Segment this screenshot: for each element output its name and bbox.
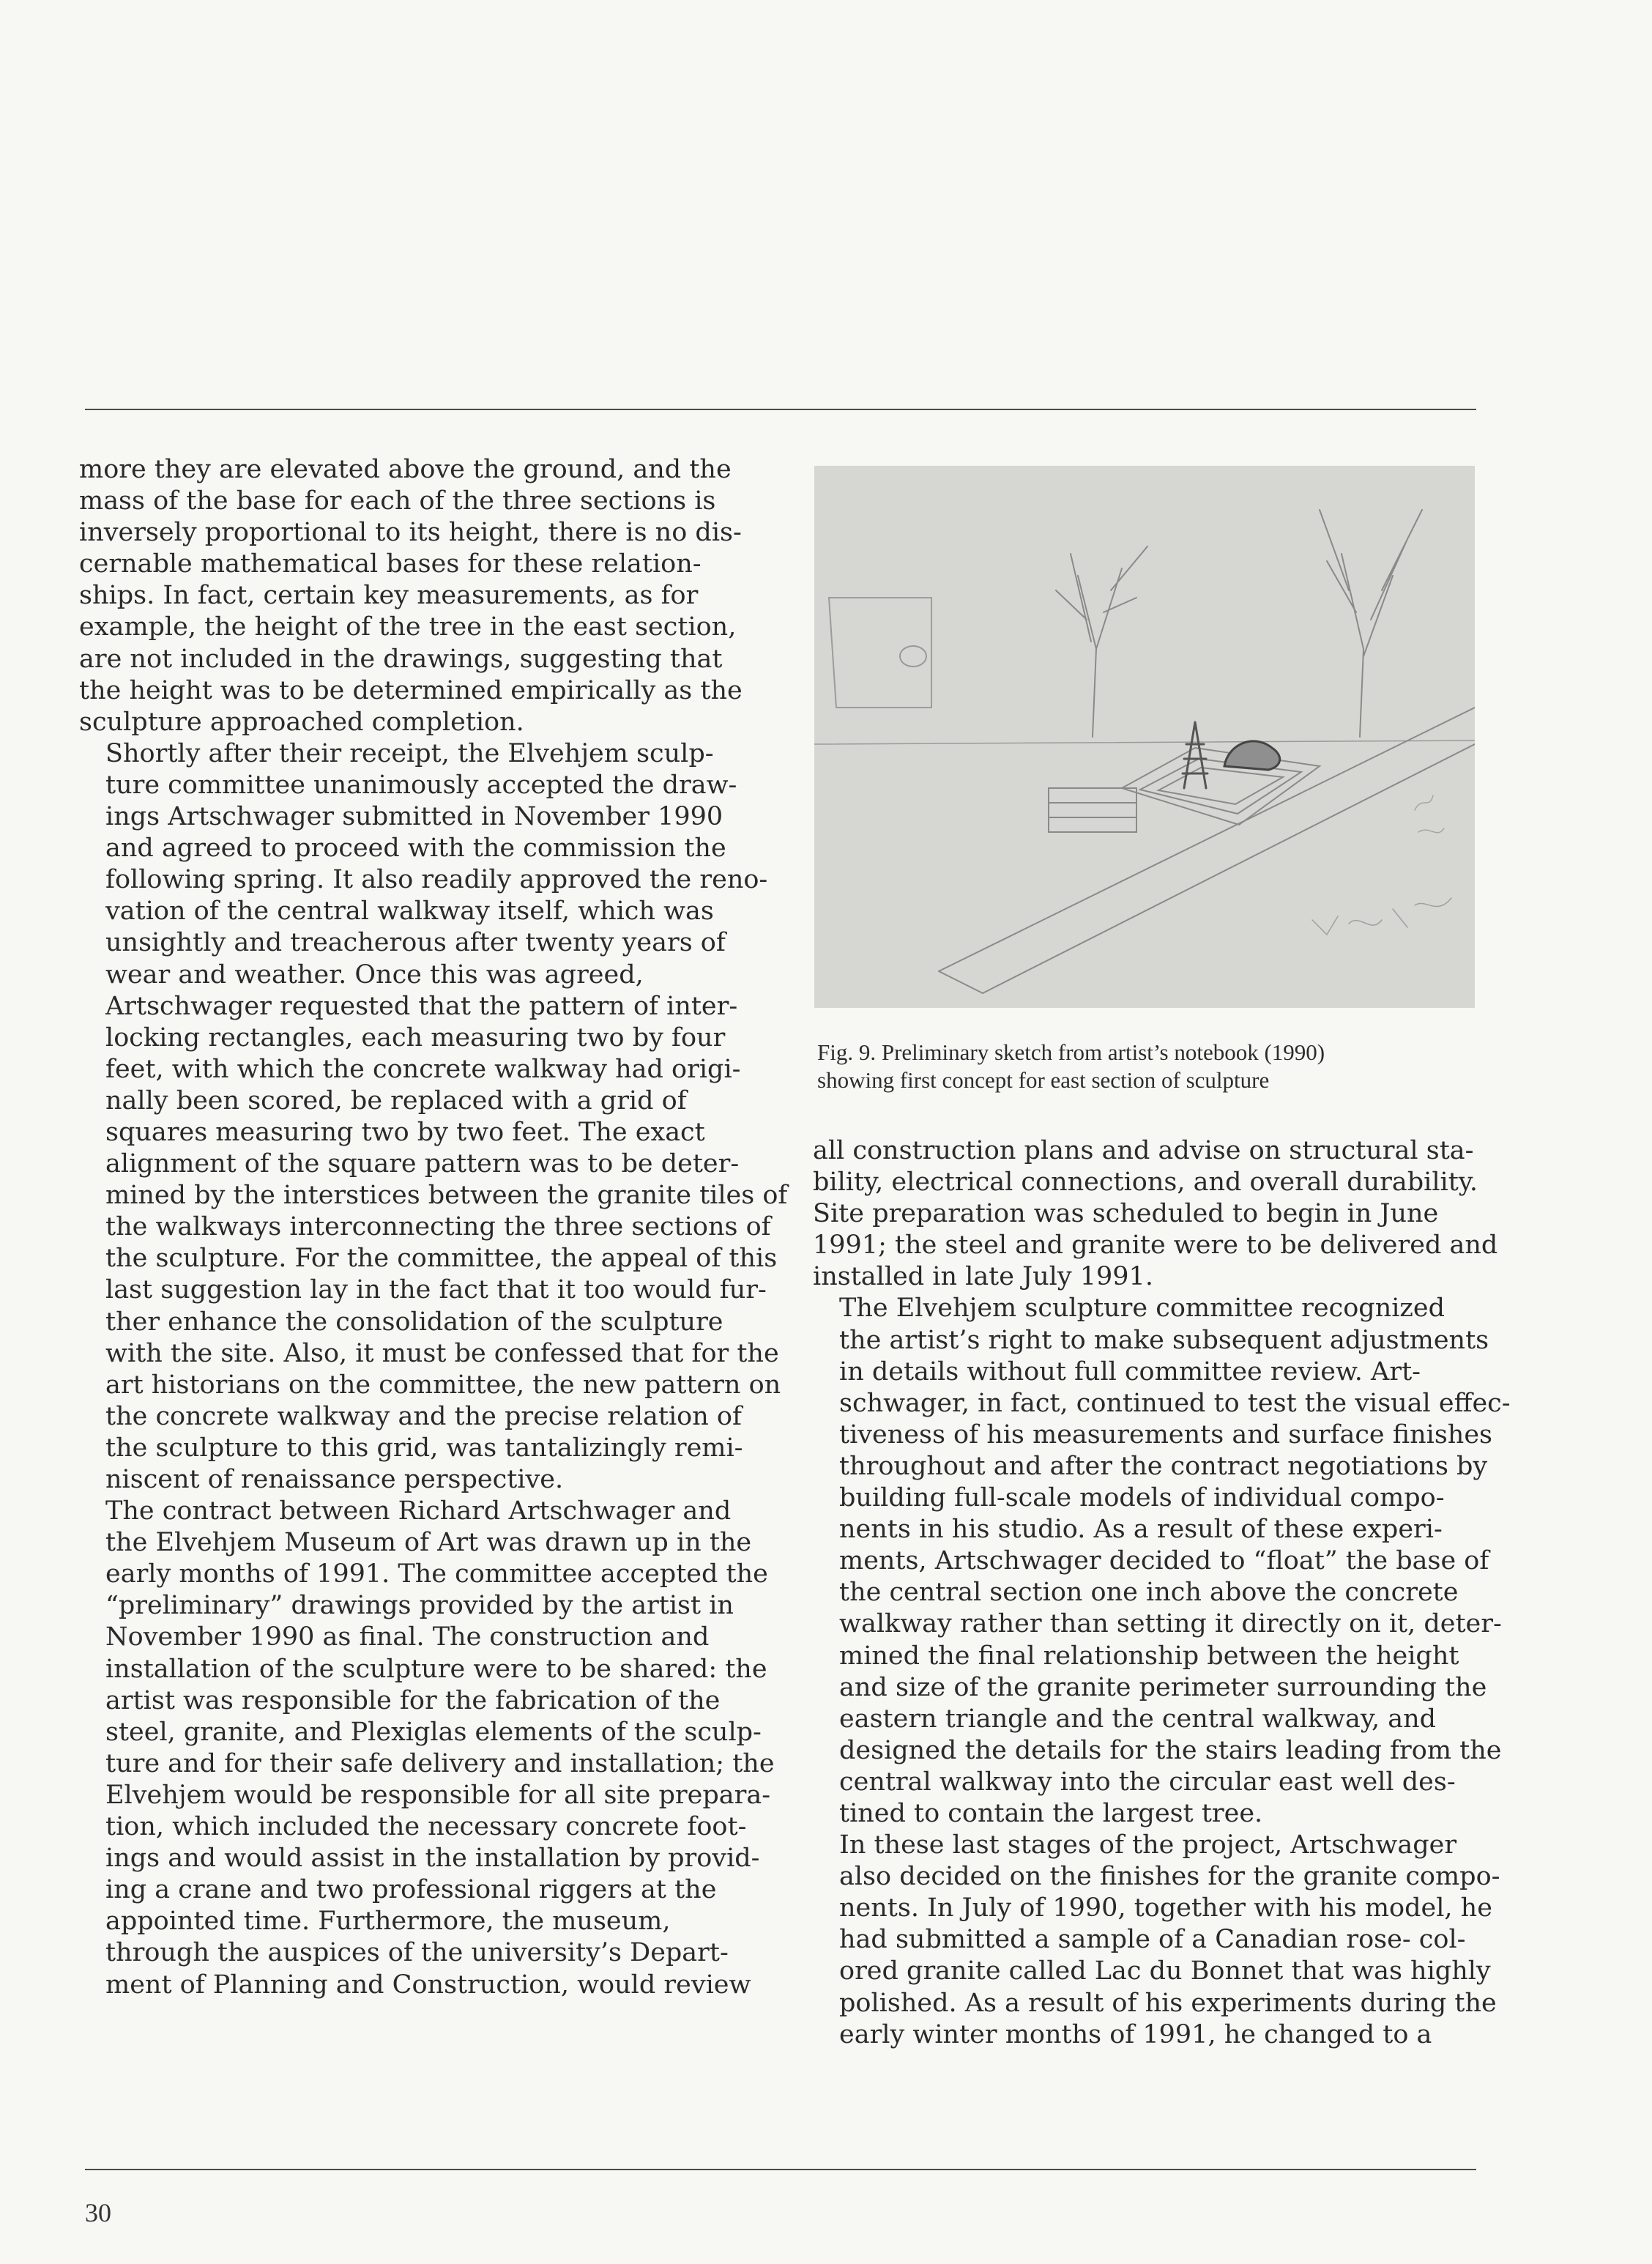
text-line: ings and would assist in the installation by provid-: [105, 1844, 760, 1874]
text-line: in details without full committee review. Art-: [839, 1356, 1421, 1387]
text-line: nents in his studio. As a result of these experi-: [839, 1515, 1443, 1545]
text-line: all construction plans and advise on structural sta-: [813, 1136, 1474, 1165]
text-line: installation of the sculpture were to be shared: the: [105, 1654, 767, 1684]
text-line: ther enhance the consolidation of the sculpture: [105, 1307, 723, 1337]
text-line: more they are elevated above the ground, and the: [79, 455, 732, 484]
text-line: ships. In fact, certain key measurements, as for: [79, 581, 699, 611]
text-line: central walkway into the circular east well des-: [839, 1767, 1456, 1797]
text-line: nents. In July of 1990, together with his model, he: [839, 1893, 1492, 1923]
text-line: following spring. It also readily approved the reno-: [105, 865, 768, 895]
text-line: the walkways interconnecting the three sections of: [105, 1212, 771, 1242]
caption-line: showing first concept for east section of sculpture: [817, 1067, 1270, 1093]
text-line: the height was to be determined empirically as the: [79, 675, 743, 705]
text-line: wear and weather. Once this was agreed,: [105, 960, 644, 990]
right-paragraph-2: [813, 1293, 1511, 1830]
right-paragraph-1: [813, 1135, 1498, 1293]
text-line: schwager, in fact, continued to test the visual effec-: [839, 1388, 1511, 1418]
left-paragraph-3: [79, 1496, 775, 2001]
text-line: eastern triangle and the central walkway, and: [839, 1704, 1437, 1734]
text-line: Site preparation was scheduled to begin in June: [813, 1199, 1439, 1229]
text-line: niscent of renaissance perspective.: [105, 1465, 564, 1494]
text-line: the artist’s right to make subsequent adjustments: [839, 1325, 1489, 1355]
text-line: ture committee unanimously accepted the draw-: [105, 770, 737, 800]
text-line: polished. As a result of his experiments during the: [839, 1988, 1497, 2018]
text-line: are not included in the drawings, suggesting that: [79, 644, 723, 674]
text-line: ing a crane and two professional riggers at the: [105, 1875, 717, 1905]
text-line: squares measuring two by two feet. The exact: [105, 1117, 705, 1147]
text-line: walkway rather than setting it directly on it, deter-: [839, 1609, 1502, 1639]
top-rule: [85, 409, 1476, 410]
text-line: The contract between Richard Artschwager and: [105, 1496, 732, 1526]
text-line: unsightly and treacherous after twenty years of: [105, 928, 726, 958]
text-line: Elvehjem would be responsible for all site prepara-: [105, 1780, 771, 1810]
text-line: bility, electrical connections, and overall durability.: [813, 1168, 1478, 1198]
text-line: installed in late July 1991.: [813, 1262, 1153, 1292]
figure-caption: [817, 1039, 1476, 1094]
text-line: tiveness of his measurements and surface finishes: [839, 1419, 1493, 1450]
text-line: Shortly after their receipt, the Elvehjem sculp-: [105, 738, 714, 768]
text-line: In these last stages of the project, Artschwager: [839, 1830, 1457, 1860]
text-line: ture and for their safe delivery and installation; the: [105, 1748, 775, 1778]
text-line: mined the final relationship between the height: [839, 1641, 1459, 1671]
text-line: appointed time. Furthermore, the museum,: [105, 1907, 671, 1937]
caption-line: Fig. 9. Preliminary sketch from artist’s notebook (1990): [817, 1039, 1325, 1065]
text-line: example, the height of the tree in the east section,: [79, 612, 737, 642]
text-line: inversely proportional to its height, there is no dis-: [79, 518, 742, 548]
notebook-sketch-image: [814, 466, 1475, 1008]
text-line: had submitted a sample of a Canadian rose- col-: [839, 1925, 1466, 1955]
text-line: the Elvehjem Museum of Art was drawn up in the: [105, 1528, 752, 1558]
text-line: and size of the granite perimeter surrounding the: [839, 1672, 1487, 1702]
text-line: through the auspices of the university’s Depart-: [105, 1938, 729, 1968]
text-line: November 1990 as final. The construction and: [105, 1622, 710, 1652]
text-line: and agreed to proceed with the commission the: [105, 834, 726, 864]
left-paragraph-1: [79, 454, 753, 738]
text-line: last suggestion lay in the fact that it too would fur-: [105, 1275, 767, 1305]
text-line: ment of Planning and Construction, would review: [105, 1970, 751, 2000]
left-paragraph-2: [79, 738, 788, 1496]
text-line: tion, which included the necessary concrete foot-: [105, 1812, 747, 1842]
text-line: mass of the base for each of the three sections is: [79, 486, 716, 516]
text-line: artist was responsible for the fabrication of the: [105, 1685, 721, 1715]
text-line: throughout and after the contract negotiations by: [839, 1451, 1488, 1481]
text-line: mined by the interstices between the granite tiles of: [105, 1181, 788, 1211]
text-line: feet, with which the concrete walkway had origi-: [105, 1054, 741, 1084]
text-line: designed the details for the stairs leading from the: [839, 1735, 1502, 1765]
text-line: vation of the central walkway itself, which was: [105, 897, 714, 927]
text-line: art historians on the committee, the new pattern on: [105, 1370, 781, 1400]
text-line: alignment of the square pattern was to be deter-: [105, 1149, 740, 1179]
text-line: cernable mathematical bases for these relation-: [79, 549, 702, 579]
text-line: Artschwager requested that the pattern of inter-: [105, 991, 738, 1021]
text-line: early months of 1991. The committee accepted the: [105, 1559, 768, 1589]
text-line: also decided on the finishes for the granite compo-: [839, 1862, 1500, 1892]
text-line: the sculpture. For the committee, the appeal of this: [105, 1244, 778, 1274]
text-line: ments, Artschwager decided to “float” the base of: [839, 1546, 1489, 1576]
left-column: [79, 454, 788, 2001]
text-line: sculpture approached completion.: [79, 707, 524, 737]
text-line: steel, granite, and Plexiglas elements of the sculp-: [105, 1717, 762, 1747]
text-line: early winter months of 1991, he changed to a: [839, 2019, 1432, 2049]
text-line: the central section one inch above the concrete: [839, 1578, 1459, 1608]
text-line: “preliminary” drawings provided by the artist in: [105, 1591, 734, 1621]
text-line: with the site. Also, it must be confessed that for the: [105, 1338, 779, 1368]
text-line: the concrete walkway and the precise relation of: [105, 1401, 742, 1431]
text-line: building full-scale models of individual compo-: [839, 1483, 1445, 1513]
text-line: ored granite called Lac du Bonnet that was highly: [839, 1956, 1491, 1986]
text-line: the sculpture to this grid, was tantalizingly remi-: [105, 1433, 743, 1463]
page-number: 30: [85, 2198, 111, 2227]
text-line: nally been scored, be replaced with a grid of: [105, 1085, 687, 1116]
right-paragraph-3: [813, 1830, 1500, 2051]
right-column: [813, 1135, 1511, 2051]
text-line: tined to contain the largest tree.: [839, 1798, 1263, 1828]
figure-sketch: [814, 466, 1475, 1008]
bottom-rule: [85, 2169, 1476, 2170]
text-line: ings Artschwager submitted in November 1990: [105, 802, 723, 832]
text-line: The Elvehjem sculpture committee recognized: [839, 1294, 1445, 1324]
text-line: locking rectangles, each measuring two by four: [105, 1022, 726, 1053]
text-line: 1991; the steel and granite were to be delivered and: [813, 1231, 1498, 1261]
